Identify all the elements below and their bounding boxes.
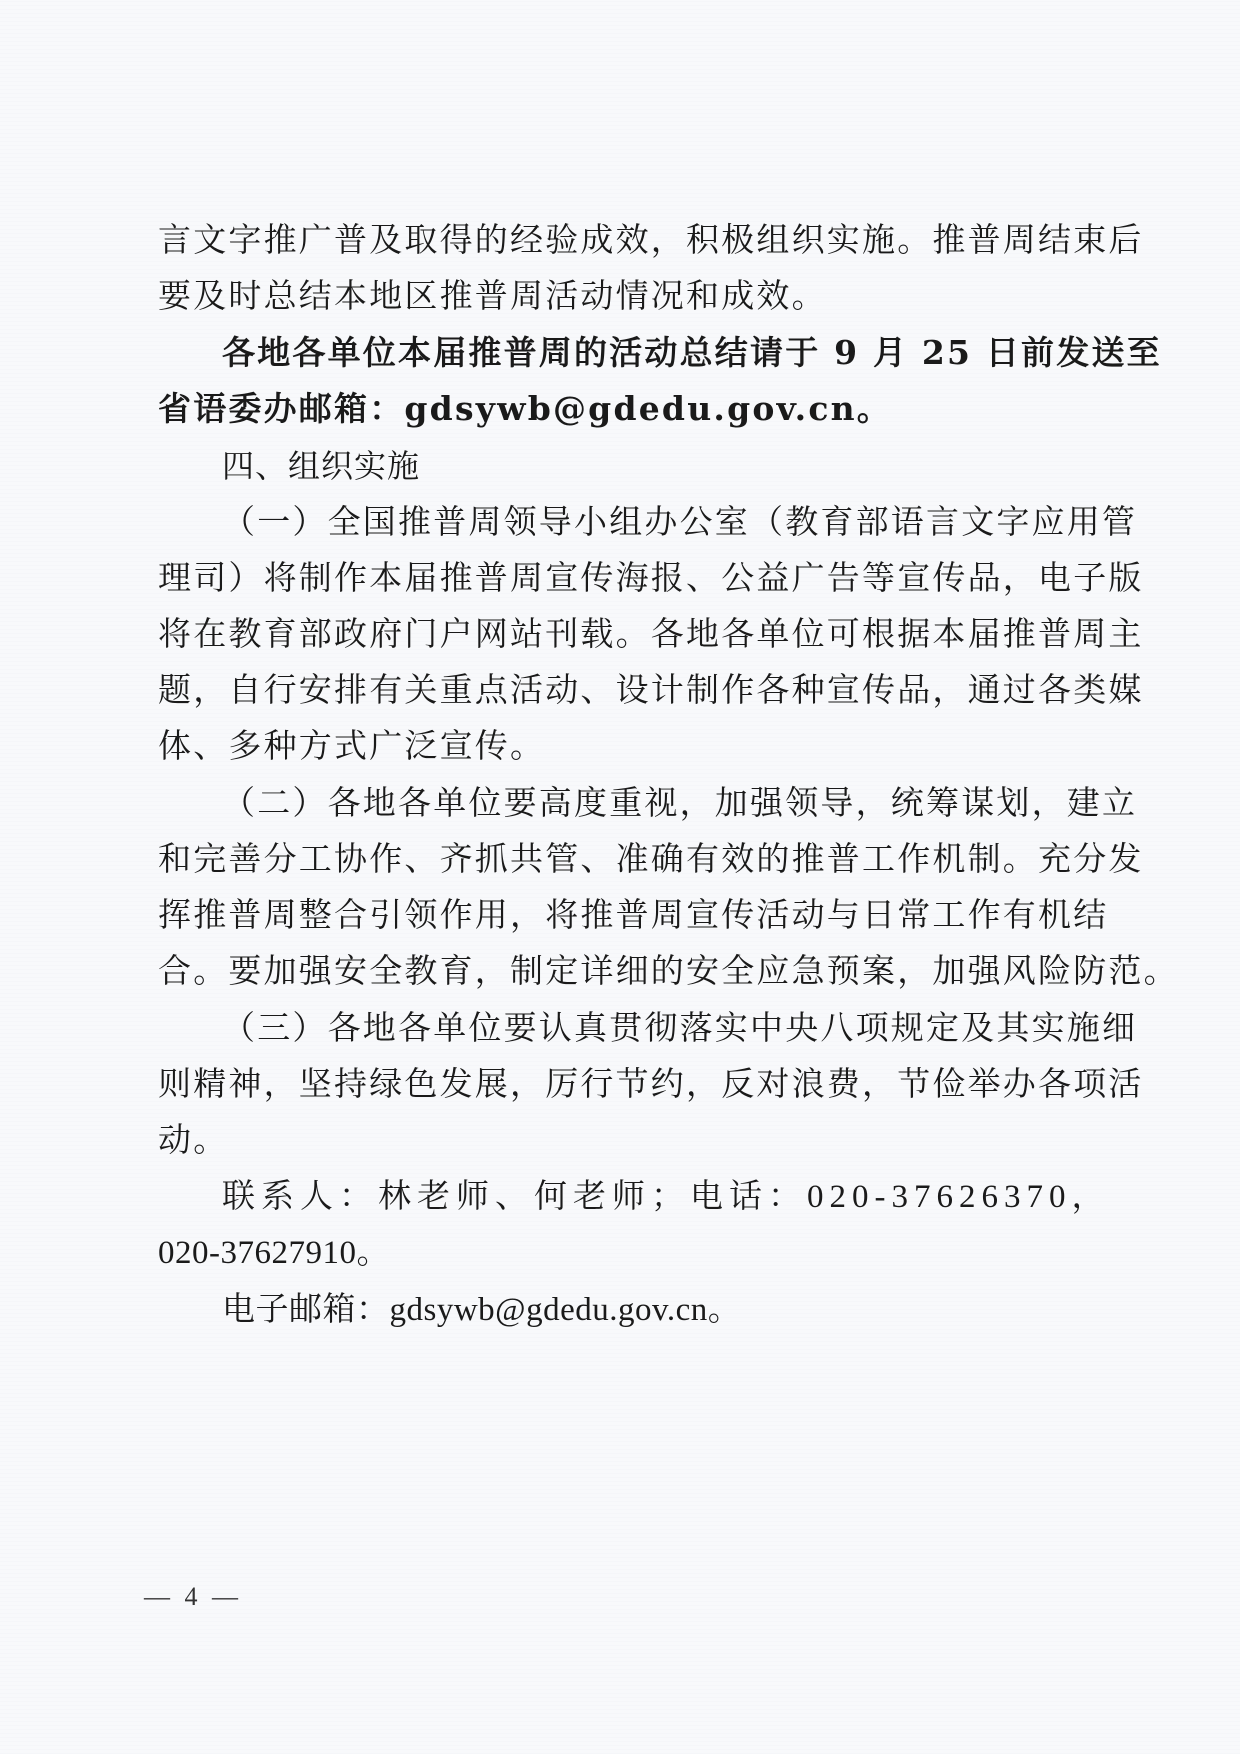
page-number: — 4 — bbox=[144, 1582, 242, 1611]
item-2-line-1: （二）各地各单位要高度重视，加强领导，统筹谋划，建立 bbox=[222, 783, 1138, 822]
paragraph-continuation-line-2: 要及时总结本地区推普周活动情况和成效。 bbox=[158, 276, 827, 315]
summary-notice-line-2: 省语委办邮箱：gdsywb@gdedu.gov.cn。 bbox=[158, 389, 892, 428]
item-1-line-2: 理司）将制作本届推普周宣传海报、公益广告等宣传品，电子版 bbox=[158, 558, 1144, 597]
item-2-line-2: 和完善分工协作、齐抓共管、准确有效的推普工作机制。充分发 bbox=[158, 839, 1144, 878]
item-2-line-4: 合。要加强安全教育，制定详细的安全应急预案，加强风险防范。 bbox=[158, 951, 1179, 990]
contact-line-2: 020-37627910。 bbox=[158, 1235, 390, 1271]
contact-email-line: 电子邮箱：gdsywb@gdedu.gov.cn。 bbox=[222, 1292, 742, 1328]
item-1-line-5: 体、多种方式广泛宣传。 bbox=[158, 726, 546, 765]
item-3-line-1: （三）各地各单位要认真贯彻落实中央八项规定及其实施细 bbox=[222, 1008, 1138, 1047]
item-1-line-3: 将在教育部政府门户网站刊载。各地各单位可根据本届推普周主 bbox=[158, 614, 1144, 653]
paragraph-continuation-line-1: 言文字推广普及取得的经验成效，积极组织实施。推普周结束后 bbox=[158, 220, 1144, 259]
item-1-line-4: 题，自行安排有关重点活动、设计制作各种宣传品，通过各类媒 bbox=[158, 670, 1144, 709]
section-heading: 四、组织实施 bbox=[222, 447, 421, 485]
item-3-line-3: 动。 bbox=[158, 1120, 229, 1159]
item-3-line-2: 则精神，坚持绿色发展，厉行节约，反对浪费，节俭举办各项活 bbox=[158, 1064, 1144, 1103]
item-1-line-1: （一）全国推普周领导小组办公室（教育部语言文字应用管 bbox=[222, 502, 1138, 541]
item-2-line-3: 挥推普周整合引领作用，将推普周宣传活动与日常工作有机结 bbox=[158, 895, 1109, 934]
summary-notice-line-1: 各地各单位本届推普周的活动总结请于 9 月 25 日前发送至 bbox=[222, 333, 1162, 372]
contact-line-1: 联系人：林老师、何老师；电话：020-37626370， bbox=[222, 1179, 1111, 1215]
